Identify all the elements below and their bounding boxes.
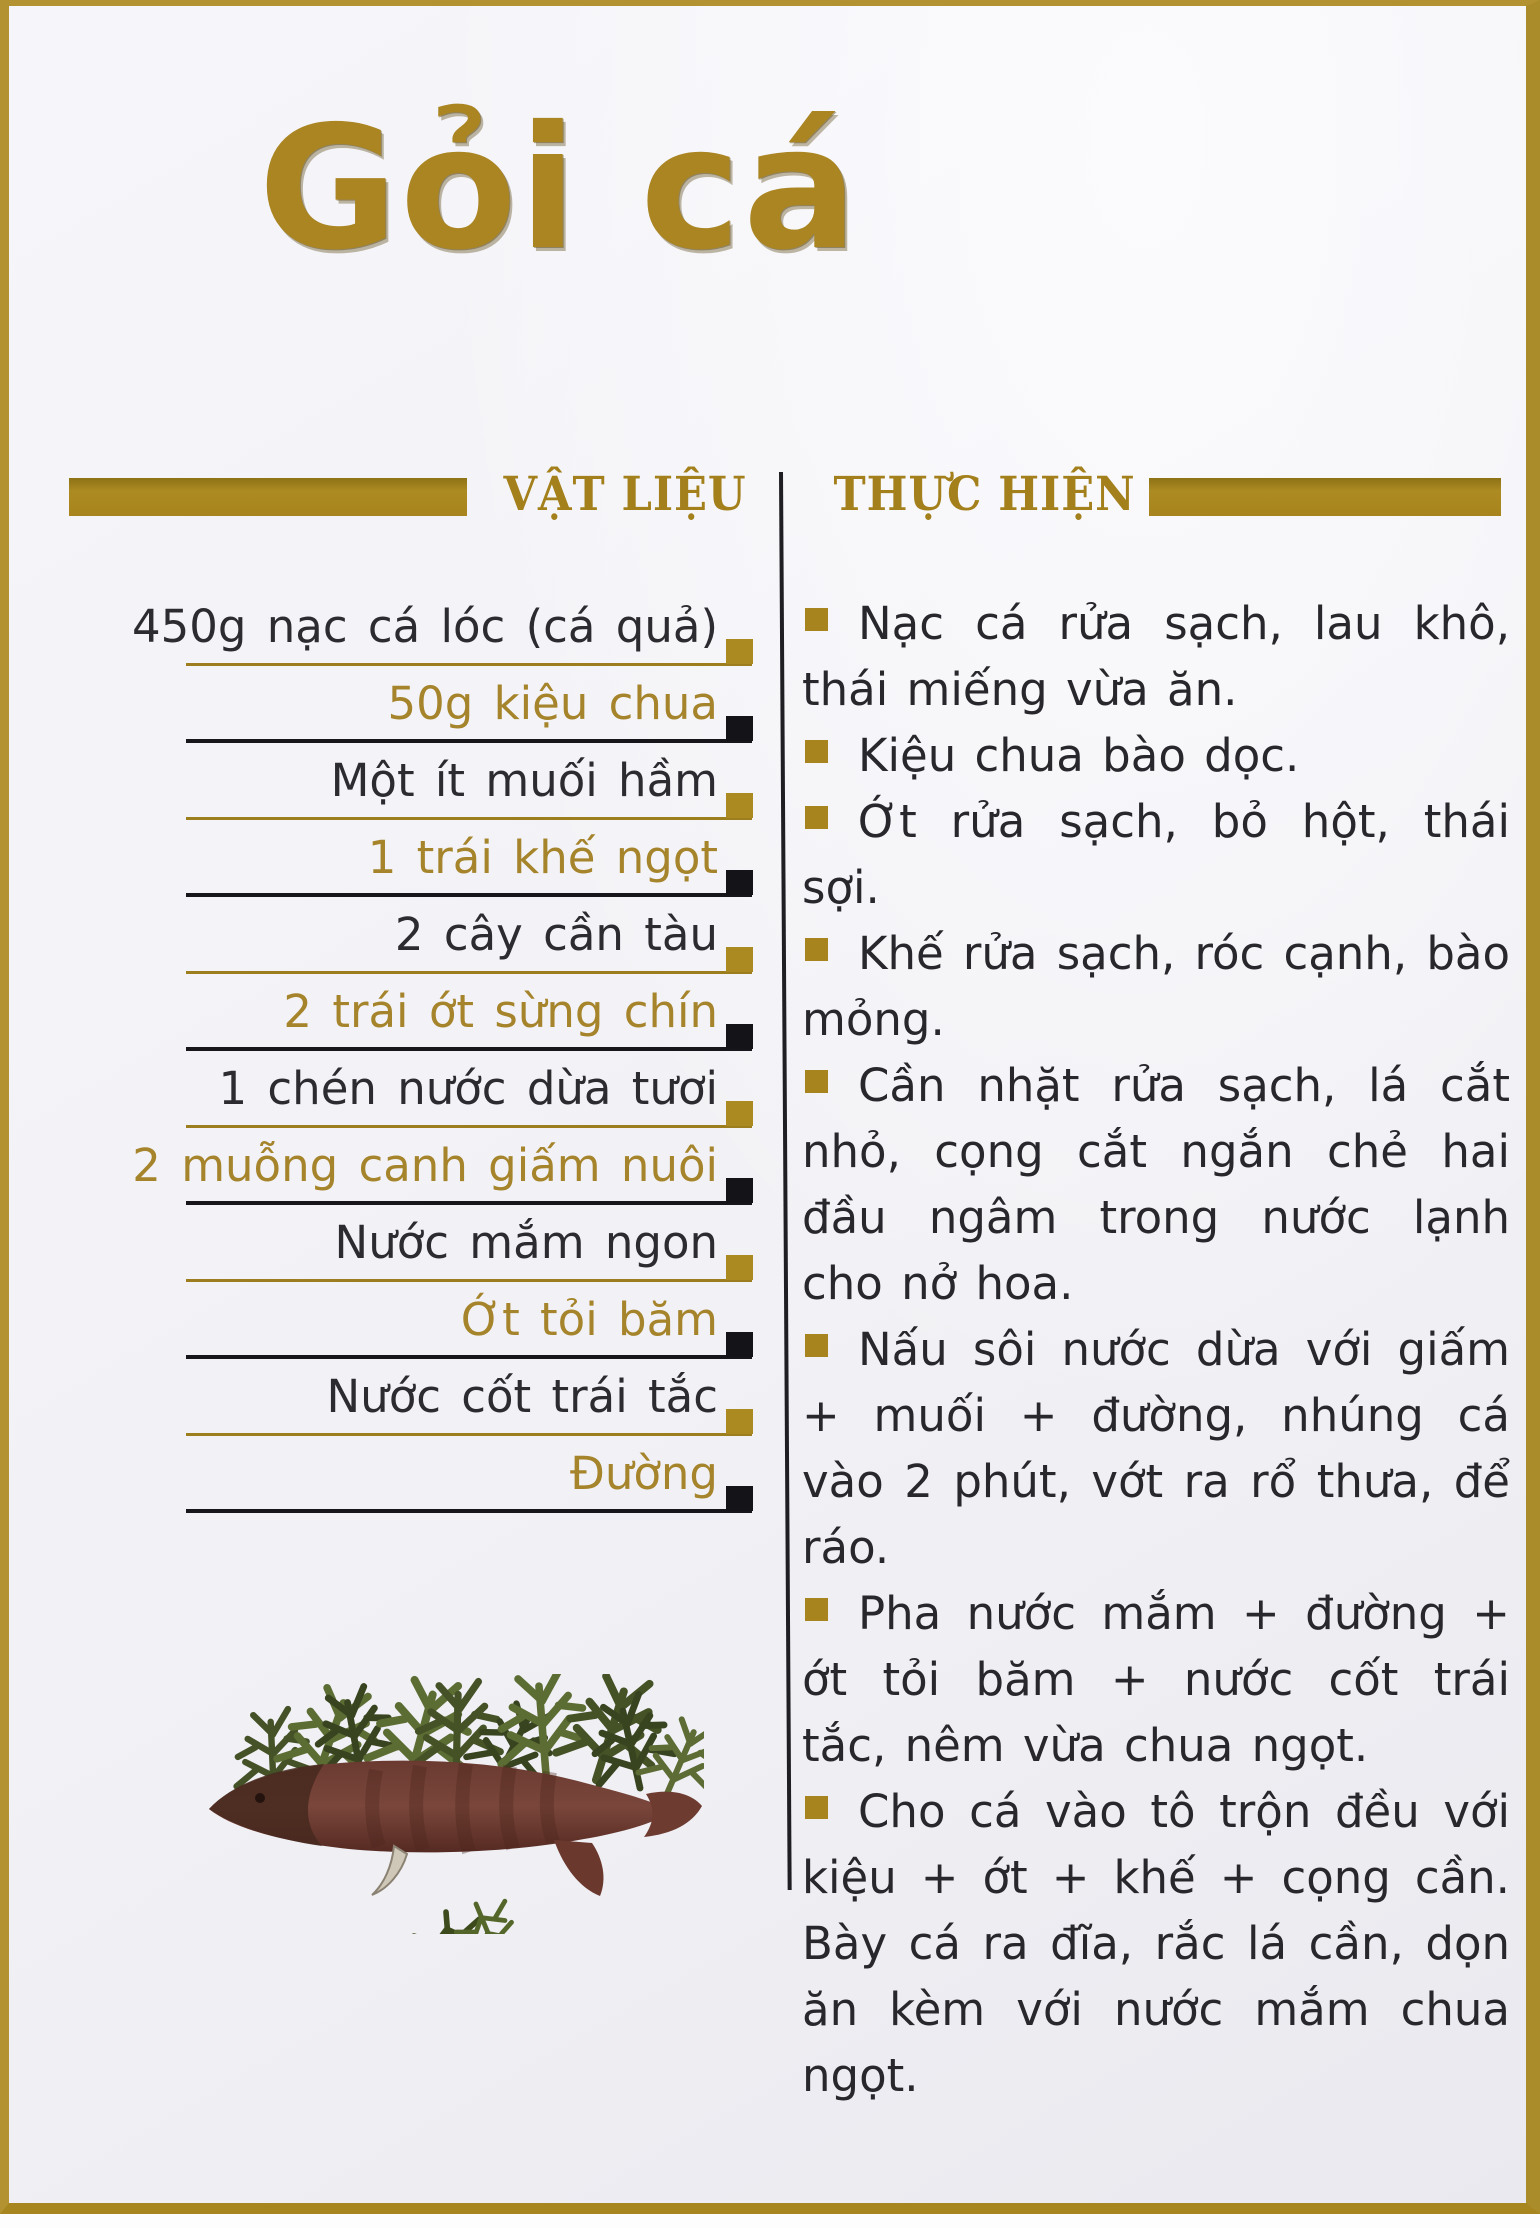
ingredient-text: Nước cốt trái tắc — [326, 1370, 718, 1423]
ingredient-row — [69, 974, 752, 1051]
ingredient-marker-square — [726, 1409, 753, 1434]
instruction-text: Cần nhặt rửa sạch, lá cắt nhỏ, cọng cắt ngắn chẻ hai đầu ngâm trong nước lạnh cho nở hoa. — [802, 1059, 1510, 1310]
instruction-step — [802, 723, 1510, 789]
ingredient-marker-square — [726, 639, 753, 664]
instruction-text: Ớt rửa sạch, bỏ hột, thái sợi. — [802, 795, 1510, 914]
ingredient-underline — [186, 1509, 752, 1513]
ingredient-row — [69, 1205, 752, 1282]
ingredients-header: VẬT LIỆU — [503, 467, 747, 522]
bullet-square-icon — [805, 938, 828, 961]
ingredient-marker-square — [726, 947, 753, 972]
instruction-text: Kiệu chua bào dọc. — [858, 729, 1300, 782]
ingredients-list — [69, 589, 752, 1513]
bullet-square-icon — [805, 1598, 828, 1621]
ingredient-marker-square — [726, 1255, 753, 1280]
ingredient-marker-square — [726, 870, 753, 895]
instruction-step — [802, 1317, 1510, 1581]
gold-bar-left — [69, 478, 467, 516]
ingredient-row — [69, 1128, 752, 1205]
ingredient-marker-square — [726, 1024, 753, 1049]
ingredient-text: Đường — [569, 1447, 718, 1500]
ingredient-row — [69, 1436, 752, 1513]
gold-bar-right — [1149, 478, 1501, 516]
instruction-text: Nạc cá rửa sạch, lau khô, thái miếng vừa ăn. — [802, 597, 1510, 716]
ingredient-text: 1 trái khế ngọt — [367, 831, 718, 884]
snakehead-fish-photo — [194, 1674, 704, 1934]
ingredient-marker-square — [726, 1486, 753, 1511]
ingredient-text: 2 muỗng canh giấm nuôi — [132, 1139, 718, 1192]
instruction-step — [802, 921, 1510, 1053]
ingredient-row — [69, 820, 752, 897]
instructions-list — [802, 591, 1510, 2109]
ingredient-row — [69, 1051, 752, 1128]
ingredient-text: 2 cây cần tàu — [394, 908, 718, 961]
ingredient-marker-square — [726, 1101, 753, 1126]
instructions-header: THỰC HIỆN — [833, 467, 1136, 522]
instruction-step — [802, 789, 1510, 921]
page-title: Gỏi cá — [258, 90, 860, 288]
bullet-square-icon — [805, 1796, 828, 1819]
ingredient-row — [69, 1282, 752, 1359]
instruction-text: Khế rửa sạch, róc cạnh, bào mỏng. — [802, 927, 1510, 1046]
ingredient-row — [69, 1359, 752, 1436]
ingredient-row — [69, 589, 752, 666]
ingredient-row — [69, 897, 752, 974]
ingredient-row — [69, 743, 752, 820]
instruction-step — [802, 1053, 1510, 1317]
ingredient-text: Nước mắm ngon — [334, 1216, 718, 1269]
bullet-square-icon — [805, 608, 828, 631]
instruction-step — [802, 1779, 1510, 2109]
ingredient-row — [69, 666, 752, 743]
ingredient-text: 450g nạc cá lóc (cá quả) — [132, 600, 718, 653]
bullet-square-icon — [805, 740, 828, 763]
ingredient-text: Ớt tỏi băm — [461, 1293, 718, 1346]
ingredient-text: 1 chén nước dừa tươi — [218, 1062, 718, 1115]
ingredient-text: 50g kiệu chua — [387, 677, 718, 730]
column-divider — [779, 472, 792, 1890]
instruction-step — [802, 1581, 1510, 1779]
instruction-text: Pha nước mắm + đường + ớt tỏi băm + nước cốt trái tắc, nêm vừa chua ngọt. — [802, 1587, 1510, 1772]
ingredient-text: Một ít muối hầm — [330, 754, 718, 807]
ingredient-marker-square — [726, 716, 753, 741]
ingredient-text: 2 trái ớt sừng chín — [283, 985, 718, 1038]
instruction-step — [802, 591, 1510, 723]
ingredient-marker-square — [726, 1332, 753, 1357]
ingredient-marker-square — [726, 1178, 753, 1203]
instruction-text: Nấu sôi nước dừa với giấm + muối + đường, nhúng cá vào 2 phút, vớt ra rổ thưa, để ráo. — [802, 1323, 1510, 1574]
ingredient-marker-square — [726, 793, 753, 818]
bullet-square-icon — [805, 1070, 828, 1093]
bullet-square-icon — [805, 806, 828, 829]
bullet-square-icon — [805, 1334, 828, 1357]
instruction-text: Cho cá vào tô trộn đều với kiệu + ớt + khế + cọng cần. Bày cá ra đĩa, rắc lá cần, dọn ăn kèm với nước mắm chua ngọt. — [802, 1785, 1510, 2102]
